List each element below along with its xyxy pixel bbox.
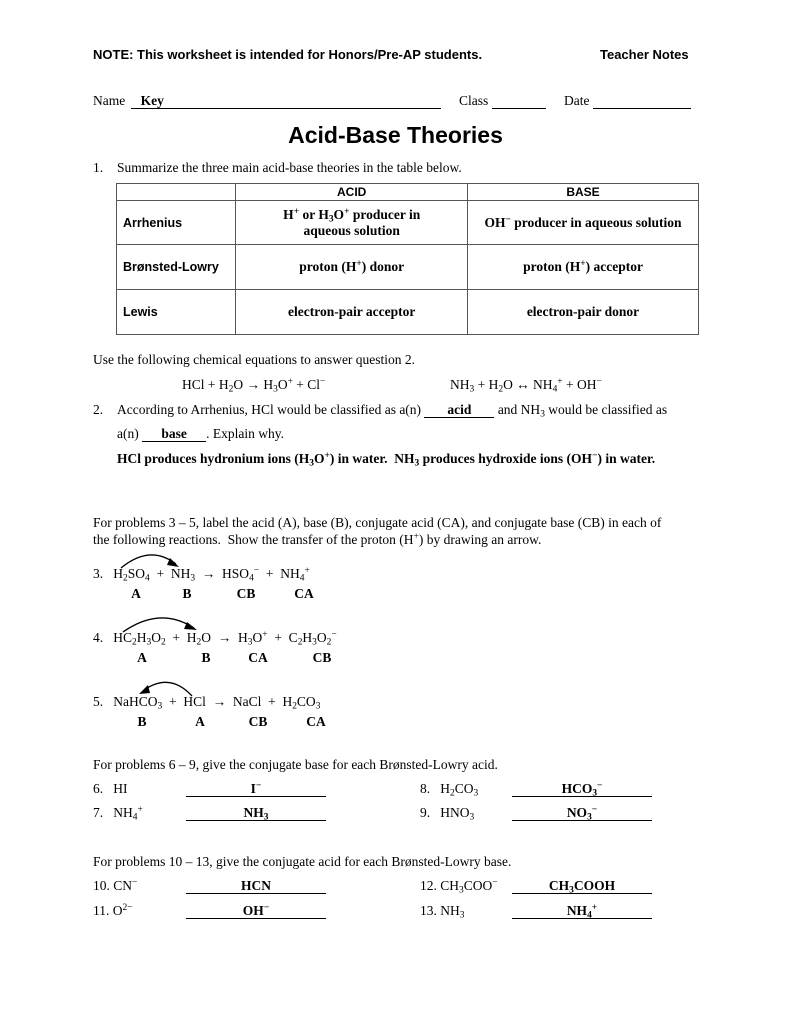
table-row-bronsted-lowry	[117, 245, 699, 290]
label-acid: A	[137, 650, 147, 665]
item-number: 7.	[93, 805, 104, 820]
acid-definition: proton (H+) donor	[236, 245, 468, 290]
q2-line2	[117, 426, 284, 442]
theories-table	[116, 183, 699, 335]
base-definition: proton (H+) acceptor	[468, 245, 699, 290]
row-label: Brønsted-Lowry	[117, 245, 236, 290]
class-blank[interactable]	[492, 94, 546, 109]
label-conjugate-base: CB	[248, 714, 268, 729]
q2-text: According to Arrhenius, HCl would be classified as a(n)	[117, 402, 422, 417]
item-10: 10. CN−	[93, 877, 138, 893]
row-label: Arrhenius	[117, 201, 236, 245]
answer-6[interactable]: I−	[186, 781, 326, 797]
q1-number: 1.	[93, 160, 104, 175]
reaction-5: 5. NaHCO$_3$ + HCl → NaCl + $H_2CO_3$	[93, 694, 321, 712]
q2-intro: Use the following chemical equations to answer question 2.	[93, 352, 416, 367]
table-row-arrhenius	[117, 201, 699, 245]
answer-13[interactable]: $NH_4^+$	[512, 903, 652, 919]
q3to5-instructions-line2: the following reactions. Show the transfer of the proton (H+) by drawing an arrow.	[93, 531, 542, 547]
item-number: 9.	[420, 805, 431, 820]
q2-answer-acid[interactable]: acid	[424, 403, 494, 418]
teacher-notes-label: Teacher Notes	[600, 47, 689, 62]
item-13: 13. $NH_3$	[420, 903, 465, 921]
q2-number: 2.	[93, 402, 104, 417]
q2-text: and $NH_3$ would be classified as	[497, 402, 668, 420]
date-label: Date	[564, 93, 590, 108]
item-7: 7. $NH_4^+$	[93, 804, 143, 823]
item-9: 9. $HNO_3$	[420, 805, 475, 823]
item-number: 11.	[93, 903, 110, 918]
q2-text: . Explain why.	[206, 426, 284, 441]
item-11: 11. $O^{2-}$	[93, 902, 133, 918]
label-base: B	[137, 714, 147, 729]
row-label: Lewis	[117, 290, 236, 335]
q2-line1	[117, 402, 667, 418]
q10to13-instructions: For problems 10 – 13, give the conjugate acid for each Brønsted-Lowry base.	[93, 854, 512, 869]
item-number: 12.	[420, 878, 437, 893]
label-acid: A	[131, 586, 141, 601]
equation-nh3: $NH_3 + H_2O$ ↔ $NH_4^+ + OH^-$	[450, 376, 602, 395]
q3to5-instructions-line1: For problems 3 – 5, label the acid (A), base (B), conjugate acid (CA), and conjugate base (CB) in each of	[93, 515, 662, 530]
class-label: Class	[459, 93, 489, 108]
item-number: 8.	[420, 781, 431, 796]
name-label: Name	[93, 93, 126, 108]
item-8: 8. $H_2CO_3$	[420, 781, 479, 799]
q2-explanation: HCl produces hydronium ions $(H_3O^+)$ in water. $NH_3$ produces hydroxide ions (OH−) in water.	[117, 450, 656, 469]
q2-text: a(n)	[117, 426, 139, 441]
item-6: 6. HI	[93, 781, 128, 796]
acid-definition: electron-pair acceptor	[236, 290, 468, 335]
equation-hcl: HCl + $H_2O \to H_3O^+ + Cl^-$	[182, 376, 326, 395]
q2-answer-base[interactable]: base	[142, 427, 206, 442]
reaction-4: 4. $HC_2H_3O_2 + H_2O \to H_3O^+ + C_2H_3O_2^-$	[93, 629, 337, 648]
table-row-lewis	[117, 290, 699, 335]
class-field[interactable]	[459, 93, 546, 109]
name-value[interactable]: Key	[131, 94, 441, 109]
item-number: 13.	[420, 903, 437, 918]
item-number: 10.	[93, 878, 110, 893]
answer-7[interactable]: $NH_3$	[186, 805, 326, 821]
label-conjugate-base: CB	[312, 650, 332, 665]
column-header-base: BASE	[468, 184, 699, 201]
table-corner-cell	[117, 184, 236, 201]
base-definition: electron-pair donor	[468, 290, 699, 335]
acid-definition: H+ or $H_3O^+$ producer in aqueous solution	[236, 201, 468, 245]
table-header-row	[117, 184, 699, 201]
label-base: B	[201, 650, 211, 665]
label-conjugate-acid: CA	[306, 714, 326, 729]
label-conjugate-acid: CA	[294, 586, 314, 601]
date-blank[interactable]	[593, 94, 691, 109]
base-definition: OH− producer in aqueous solution	[468, 201, 699, 245]
honors-note: NOTE: This worksheet is intended for Honors/Pre-AP students.	[93, 47, 483, 62]
answer-8[interactable]: $HCO_3^-$	[512, 781, 652, 797]
label-conjugate-acid: CA	[248, 650, 268, 665]
label-acid: A	[195, 714, 205, 729]
column-header-acid: ACID	[236, 184, 468, 201]
reaction-3: 3. $H_2SO_4 + NH_3 \to HSO_4^- + NH_4^+$	[93, 565, 310, 584]
item-12: 12. $CH_3COO^-$	[420, 877, 498, 896]
answer-10[interactable]: HCN	[186, 878, 326, 894]
q1-prompt: Summarize the three main acid-base theories in the table below.	[117, 160, 462, 175]
name-field[interactable]	[93, 93, 441, 109]
page-title: Acid-Base Theories	[288, 122, 503, 148]
label-base: B	[182, 586, 192, 601]
date-field[interactable]	[564, 93, 691, 109]
label-conjugate-base: CB	[236, 586, 256, 601]
answer-11[interactable]: OH−	[186, 903, 326, 919]
item-number: 6.	[93, 781, 104, 796]
answer-12[interactable]: $CH_3COOH$	[512, 878, 652, 894]
answer-9[interactable]: $NO_3^-$	[512, 805, 652, 821]
q6to9-instructions: For problems 6 – 9, give the conjugate base for each Brønsted-Lowry acid.	[93, 757, 498, 772]
